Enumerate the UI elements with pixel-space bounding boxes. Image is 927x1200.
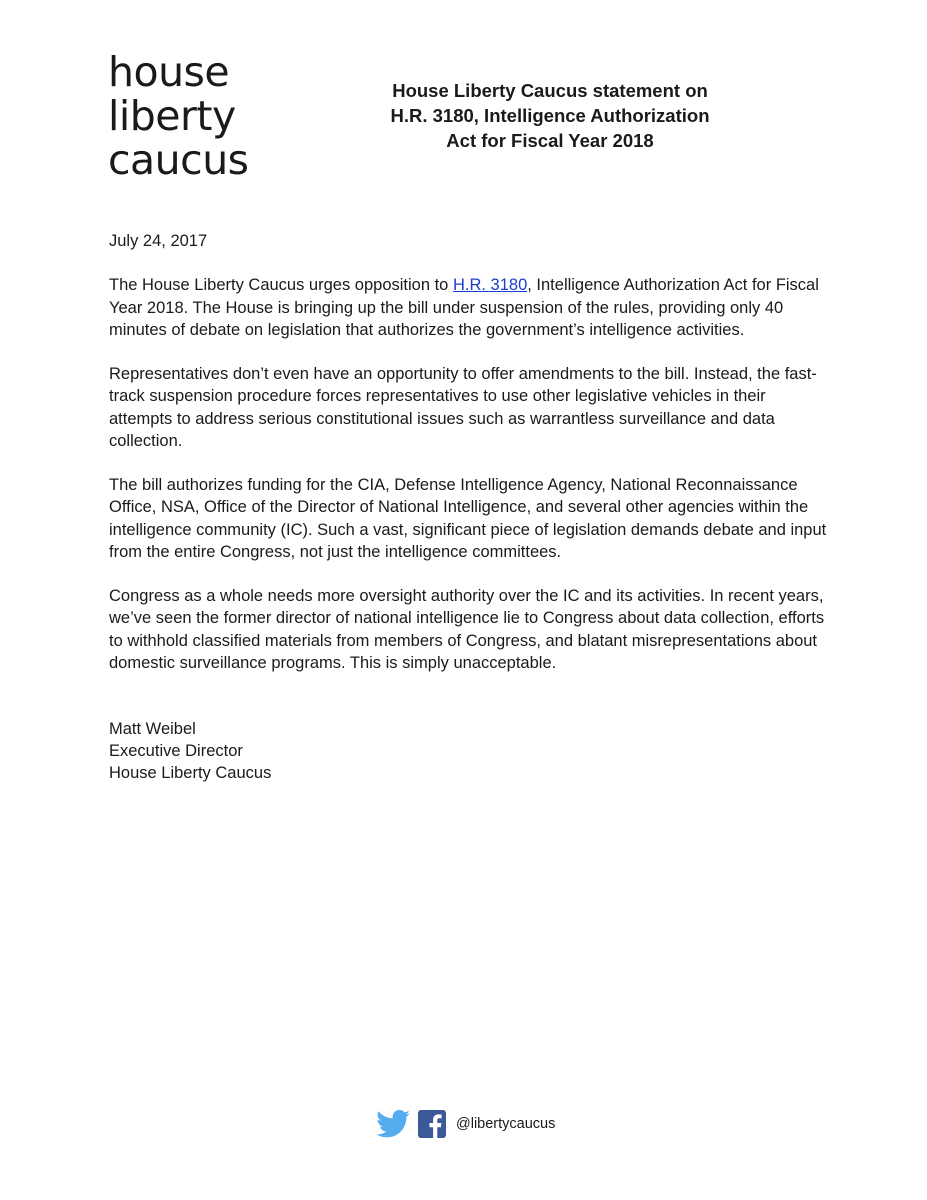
signature-role: Executive Director [109, 742, 243, 761]
paragraph-1-rest: , Intelligence Authorization Act for Fiscal Year 2018. The House is bringing up the bill under suspension of the rules, providing only 40 minutes of debate on legislation that authorizes the government’s intelligence activities. [109, 276, 819, 339]
twitter-bird-icon[interactable] [376, 1110, 410, 1138]
title-line-2: H.R. 3180, Intelligence Authorization [390, 105, 710, 126]
logo-line-2: liberty [108, 92, 236, 140]
signature-name: Matt Weibel [109, 720, 196, 738]
facebook-f-icon[interactable] [418, 1110, 446, 1138]
logo [108, 50, 249, 182]
paragraph-4: Congress as a whole needs more oversight authority over the IC and its activities. In recent years, we’ve seen the former director of national intelligence lie to Congress about data collection, efforts to withhold classified materials from members of Congress, and blatant misrepresentations about domestic surveillance programs. This is simply unacceptable. [109, 587, 825, 672]
paragraph-2: Representatives don’t even have an opportunity to offer amendments to the bill. Instead, the fast-track suspension procedure forces representatives to use other legislative vehicles in their attempts to address serious constitutional issues such as warrantless surveillance and data collection. [109, 365, 817, 450]
statement-title [370, 78, 730, 153]
title-line-3: Act for Fiscal Year 2018 [446, 130, 654, 151]
signature-org: House Liberty Caucus [109, 764, 272, 783]
logo-line-3: caucus [108, 136, 249, 184]
signature-block [109, 718, 829, 785]
title-line-1: House Liberty Caucus statement on [392, 80, 708, 101]
social-handle[interactable]: @libertycaucus [456, 1116, 556, 1132]
paragraph-3: The bill authorizes funding for the CIA, Defense Intelligence Agency, National Reconnaissance Office, NSA, Office of the Director of National Intelligence, and several other agencies within the intelligence community (IC). Such a vast, significant piece of legislation demands debate and input from the entire Congress, not just the intelligence committees. [109, 476, 827, 561]
logo-line-1: house [108, 48, 230, 96]
statement-body [109, 230, 829, 785]
hr-3180-link[interactable]: H.R. 3180 [452, 276, 528, 295]
paragraph-1 [109, 274, 829, 341]
statement-date: July 24, 2017 [109, 232, 208, 250]
paragraph-1-lead: The House Liberty Caucus urges opposition to [109, 276, 453, 295]
social-footer [376, 1107, 555, 1141]
